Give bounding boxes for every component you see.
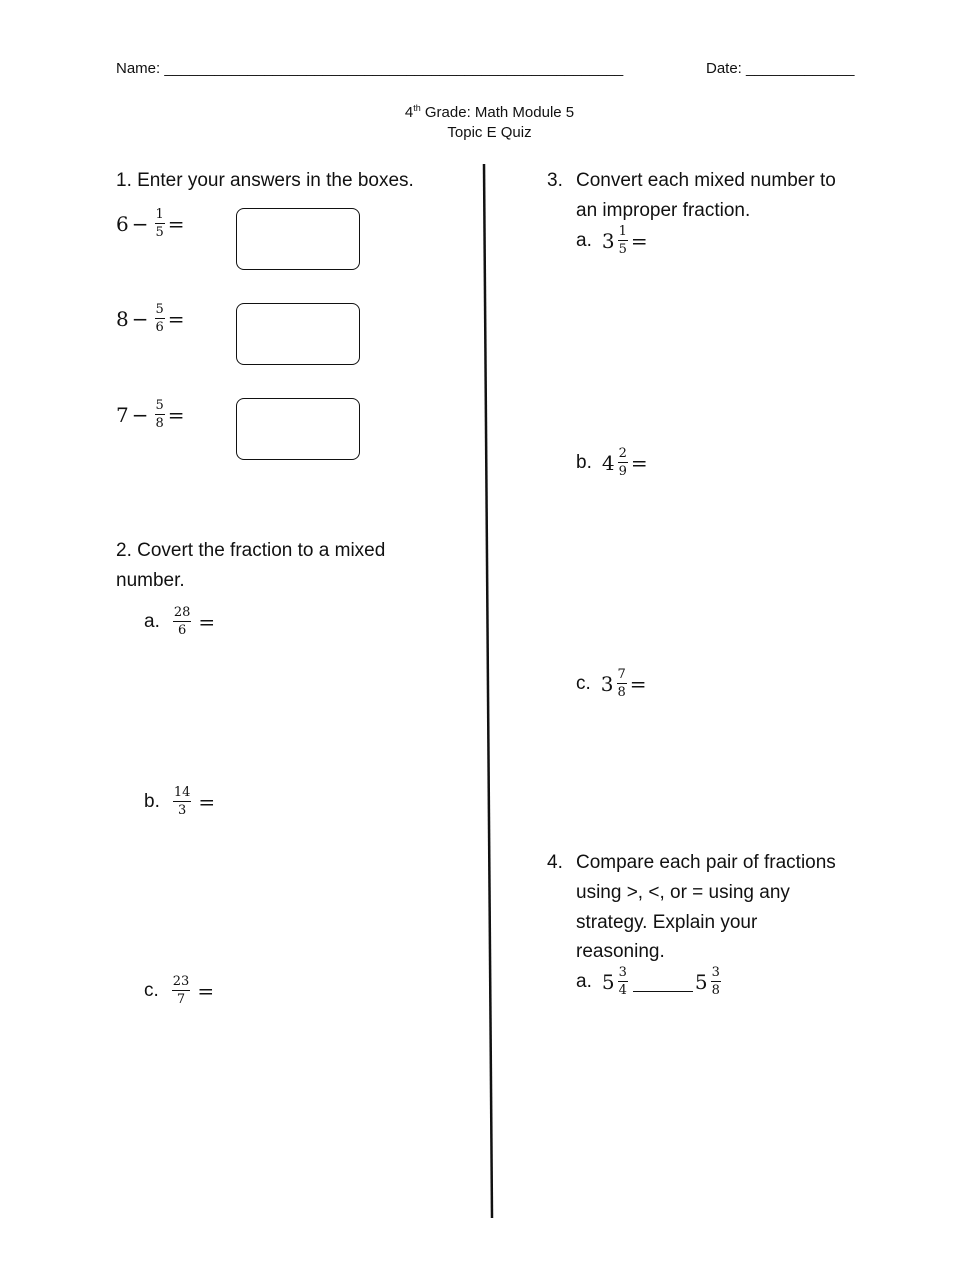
q4-compare-blank[interactable] (633, 973, 693, 992)
page-title: 4th Grade: Math Module 5 (404, 103, 575, 121)
question-4-number: 4. (547, 852, 563, 873)
q1-answer-box-3[interactable] (236, 398, 360, 460)
q2-item-b: b. $\frac{14}{3}$ = (144, 785, 216, 818)
q2-item-a: a. $\frac{28}{6}$ = (144, 605, 216, 638)
q1-expression-1: 6 − $\frac{1}{5}$ = (116, 207, 185, 240)
q1-answer-box-1[interactable] (236, 208, 360, 270)
q1-expression-2: 8 − $\frac{5}{6}$ = (116, 302, 185, 335)
date-line[interactable]: _____________ (746, 60, 855, 77)
page-subtitle: Topic E Quiz (447, 124, 532, 141)
q3-item-a: a. 3 $\frac{1}{5}$ = (576, 224, 648, 257)
question-3-number: 3. (547, 170, 563, 191)
q3-item-b: b. 4 $\frac{2}{9}$ = (576, 446, 648, 479)
q4-item-a: a. 5 $\frac{3}{4}$ 5 $\frac{3}{8}$ (576, 965, 720, 998)
question-3-prompt-line2: an improper fraction. (576, 200, 751, 221)
name-label: Name: (116, 60, 165, 77)
q2-item-c: c. $\frac{23}{7}$ = (144, 974, 215, 1007)
question-2-prompt-line1: 2. Covert the fraction to a mixed (116, 540, 386, 561)
q3-item-c: c. 3 $\frac{7}{8}$ = (576, 667, 647, 700)
date-label: Date: (706, 60, 747, 77)
q1-expression-3: 7 − $\frac{5}{8}$ = (116, 398, 185, 431)
question-4-prompt-line3: strategy. Explain your (576, 912, 758, 933)
q1-answer-box-2[interactable] (236, 303, 360, 365)
question-4-prompt-line2: using >, <, or = using any (576, 882, 790, 903)
question-4-prompt-line1: Compare each pair of fractions (576, 852, 836, 873)
question-2-prompt-line2: number. (116, 570, 185, 591)
question-4-prompt-line4: reasoning. (576, 941, 665, 962)
question-1-prompt: 1. Enter your answers in the boxes. (116, 170, 414, 191)
name-line[interactable]: _______________________________________________________ (164, 60, 624, 77)
question-3-prompt-line1: Convert each mixed number to (576, 170, 836, 191)
